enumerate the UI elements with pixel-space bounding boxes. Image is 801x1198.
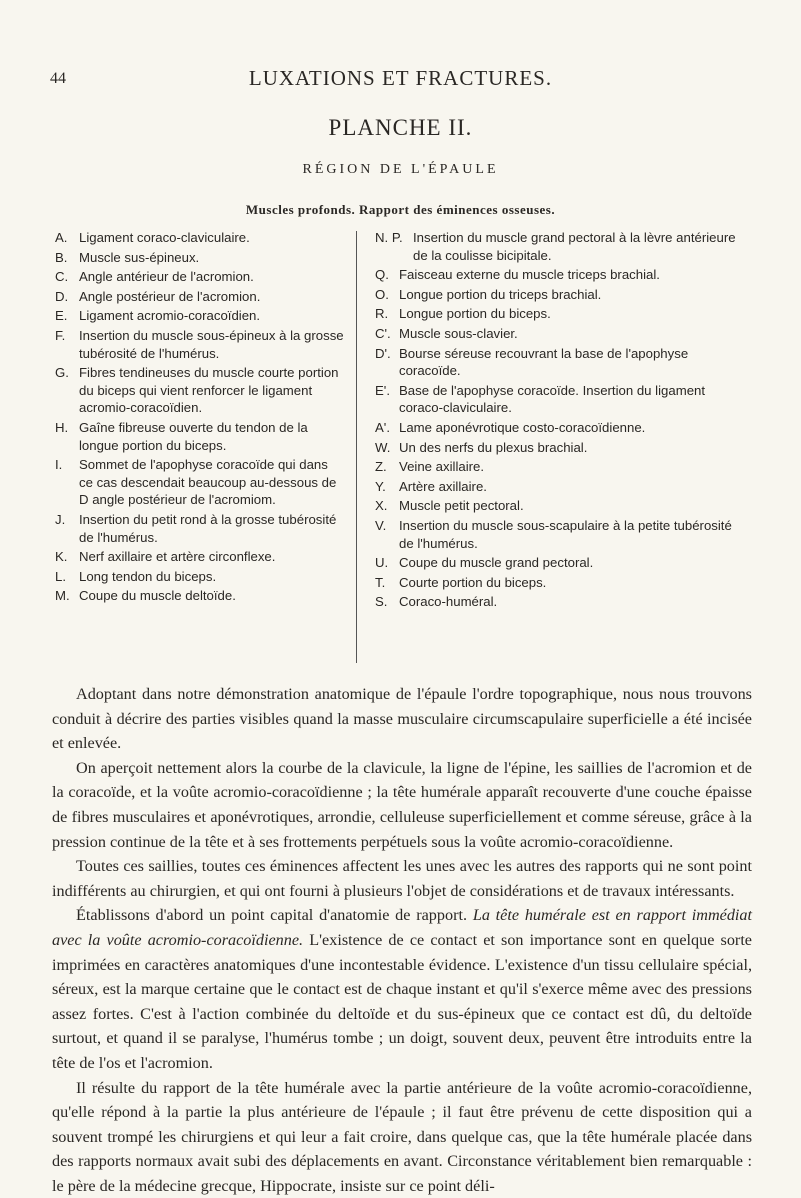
legend-key: Q. [375,266,389,284]
legend-text: Coraco-huméral. [399,593,750,611]
legend-item [375,497,750,515]
legend-text: Coupe du muscle deltoïde. [79,587,345,605]
legend [55,229,750,655]
page-number: 44 [50,70,66,88]
legend-item [375,554,750,572]
legend-text: Base de l'apophyse coracoïde. Insertion du ligament coraco-claviculaire. [399,382,750,417]
legend-text: Ligament coraco-claviculaire. [79,229,345,247]
running-title: LUXATIONS ET FRACTURES. [0,66,801,91]
legend-text: Coupe du muscle grand pectoral. [399,554,750,572]
legend-item [375,419,750,437]
legend-item [55,327,345,362]
legend-key: E. [55,307,67,325]
legend-left-column [55,229,345,607]
legend-text: Muscle sus-épineux. [79,249,345,267]
legend-key: V. [375,517,386,535]
legend-text: Bourse séreuse recouvrant la base de l'apophyse coracoïde. [399,345,750,380]
legend-item [375,574,750,592]
paragraph-text: L'existence de ce contact et son importance sont en quelque sorte imprimées en caractères anatomiques d'une incontestable évidence. L'existence d'un tissu cellulaire spécial, séreux, est la marque certaine que le contact est de chaque instant et qu'il s'exerce même avec des pressions assez fortes. C'est à l'action combinée du deltoïde et du sus-épineux que ce contact est dû, du deltoïde surtout, et quand il se paralyse, l'humérus tombe ; un doigt, souvent deux, peuvent être introduits entre la tête de l'os et l'acromion. [52,931,752,1072]
legend-key: O. [375,286,389,304]
emphasis-text: La tête humérale est en rapport immédiat avec la voûte acromio-coracoïdienne. [52,906,752,949]
legend-key: F. [55,327,65,345]
legend-key: R. [375,305,388,323]
legend-key: E'. [375,382,390,400]
legend-text: Un des nerfs du plexus brachial. [399,439,750,457]
legend-item [375,458,750,476]
legend-key: T. [375,574,385,592]
legend-item [375,382,750,417]
legend-key: D. [55,288,68,306]
legend-key: U. [375,554,388,572]
legend-key: G. [55,364,69,382]
legend-key: N. P. [375,229,403,247]
paragraph: On aperçoit nettement alors la courbe de la clavicule, la ligne de l'épine, les saillies de l'acromion et de la coracoïde, et la voûte acromio-coracoïdienne ; la tête humérale apparaît recouverte d'une couche épaisse de fibres musculaires et aponévrotiques, arrondie, celluleuse superficiellement et comme séreuse, grâce à la pression continue de la tête et à ses frottements perpétuels sous la voûte acromio-coracoïdienne. [52,756,752,854]
legend-key: M. [55,587,70,605]
legend-item [55,307,345,325]
legend-text: Insertion du muscle sous-épineux à la grosse tubérosité de l'humérus. [79,327,345,362]
legend-text: Angle antérieur de l'acromion. [79,268,345,286]
paragraph: Adoptant dans notre démonstration anatomique de l'épaule l'ordre topographique, nous nous trouvons conduit à décrire des parties visibles quand la masse musculaire circumscapulaire superficielle a été incisée et enlevée. [52,682,752,756]
legend-item [55,288,345,306]
legend-item [55,456,345,509]
paragraph: Il résulte du rapport de la tête humérale avec la partie antérieure de la voûte acromio-coracoïdienne, qu'elle répond à la partie la plus antérieure de l'épaule ; il faut être prévenu de cette disposition qui a souvent trompé les chirurgiens et qui leur a fait croire, dans quelque cas, que la tête humérale placée dans des rapports normaux avait subi des déplacements en avant. Circonstance véritablement bien remarquable : le père de la médecine grecque, Hippocrate, insiste sur ce point déli- [52,1076,752,1198]
legend-key: I. [55,456,62,474]
legend-key: C'. [375,325,391,343]
legend-text: Longue portion du biceps. [399,305,750,323]
legend-item [375,593,750,611]
legend-text: Courte portion du biceps. [399,574,750,592]
legend-item [55,364,345,417]
paragraph: Toutes ces saillies, toutes ces éminences affectent les unes avec les autres des rapports qui ne sont point indifférents au chirurgien, et qui ont fourni à plusieurs l'objet de considérations et de travaux intéressants. [52,854,752,903]
legend-text: Artère axillaire. [399,478,750,496]
legend-text: Veine axillaire. [399,458,750,476]
legend-key: X. [375,497,387,515]
legend-item [55,587,345,605]
legend-text: Longue portion du triceps brachial. [399,286,750,304]
legend-key: Y. [375,478,386,496]
legend-key: J. [55,511,65,529]
legend-key: C. [55,268,68,286]
legend-item [55,419,345,454]
legend-text: Insertion du petit rond à la grosse tubérosité de l'humérus. [79,511,345,546]
legend-item [375,517,750,552]
legend-right-column [375,229,750,613]
region-heading: RÉGION DE L'ÉPAULE [0,162,801,178]
legend-text: Insertion du muscle sous-scapulaire à la petite tubérosité de l'humérus. [399,517,750,552]
legend-item [55,268,345,286]
legend-item [375,305,750,323]
legend-text: Angle postérieur de l'acromion. [79,288,345,306]
body-text [52,682,752,1198]
paragraph-text: Établissons d'abord un point capital d'anatomie de rapport. [76,906,467,924]
legend-text: Long tendon du biceps. [79,568,345,586]
legend-key: S. [375,593,387,611]
legend-item [375,286,750,304]
legend-divider [356,231,357,663]
legend-text: Muscle sous-clavier. [399,325,750,343]
legend-item [55,548,345,566]
legend-key: L. [55,568,66,586]
legend-key: D'. [375,345,391,363]
legend-item [375,478,750,496]
legend-key: Z. [375,458,387,476]
legend-key: A. [55,229,67,247]
legend-text: Gaîne fibreuse ouverte du tendon de la longue portion du biceps. [79,419,345,454]
legend-key: H. [55,419,68,437]
legend-text: Fibres tendineuses du muscle courte portion du biceps qui vient renforcer le ligament acromio-coracoïdien. [79,364,345,417]
legend-item [375,266,750,284]
legend-item [375,439,750,457]
legend-key: K. [55,548,67,566]
paragraph [52,903,752,1075]
legend-item [55,249,345,267]
legend-item [375,345,750,380]
legend-item [375,325,750,343]
plate-subtitle: Muscles profonds. Rapport des éminences osseuses. [0,202,801,218]
legend-text: Sommet de l'apophyse coracoïde qui dans ce cas descendait beaucoup au-dessous de D angle postérieur de l'acromiom. [79,456,345,509]
legend-item [375,229,750,264]
legend-text: Lame aponévrotique costo-coracoïdienne. [399,419,750,437]
legend-key: A'. [375,419,390,437]
legend-text: Ligament acromio-coracoïdien. [79,307,345,325]
legend-item [55,568,345,586]
plate-title: PLANCHE II. [0,115,801,141]
legend-text: Muscle petit pectoral. [399,497,750,515]
legend-text: Insertion du muscle grand pectoral à la lèvre antérieure de la coulisse bicipitale. [413,229,750,264]
legend-text: Nerf axillaire et artère circonflexe. [79,548,345,566]
legend-item [55,229,345,247]
legend-item [55,511,345,546]
legend-key: B. [55,249,67,267]
legend-text: Faisceau externe du muscle triceps brachial. [399,266,750,284]
legend-key: W. [375,439,390,457]
